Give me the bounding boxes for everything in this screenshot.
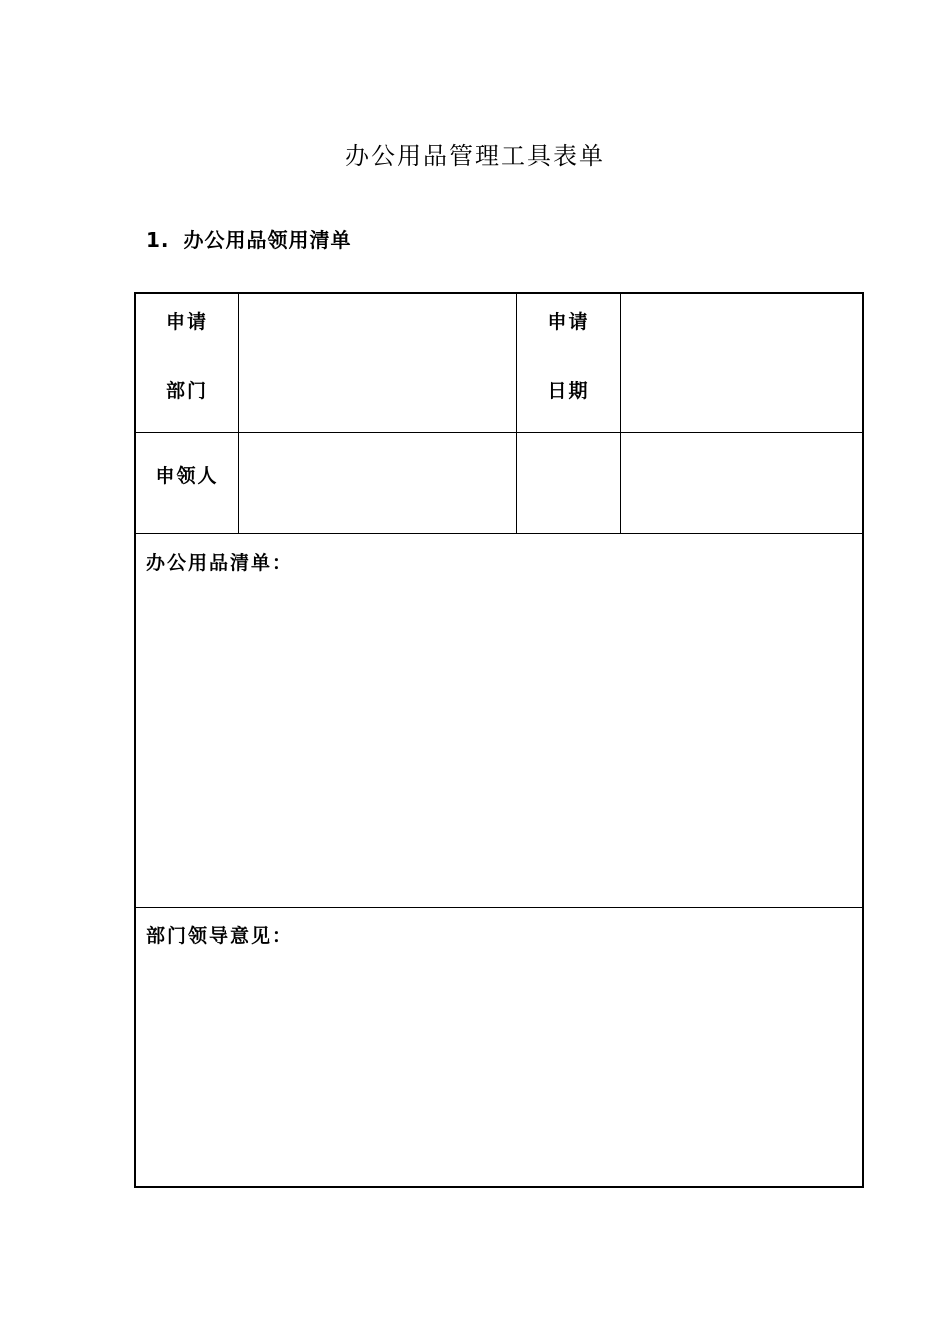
- section-title: 办公用品领用清单: [183, 228, 352, 252]
- leader-opinion-label: 部门领导意见：: [146, 925, 294, 947]
- document-title: 办公用品管理工具表单: [345, 142, 605, 170]
- apply-date-label-line1: 申请: [547, 311, 590, 333]
- apply-dept-field[interactable]: [239, 294, 516, 432]
- items-list-label: 办公用品清单：: [146, 552, 294, 574]
- leader-opinion-field[interactable]: [146, 958, 852, 1178]
- row2-empty-cell-4[interactable]: [621, 433, 862, 533]
- row2-empty-cell-3[interactable]: [517, 433, 620, 533]
- requisition-form-table: [134, 292, 864, 1188]
- row-divider-2: [136, 533, 862, 534]
- items-list-field[interactable]: [146, 584, 852, 899]
- section-heading: [146, 224, 352, 253]
- apply-dept-label-line2: 部门: [165, 380, 208, 402]
- recipient-label: 申领人: [155, 465, 219, 487]
- apply-date-field[interactable]: [621, 294, 862, 432]
- recipient-field[interactable]: [239, 433, 516, 533]
- section-number: 1.: [146, 228, 170, 252]
- apply-date-label-line2: 日期: [547, 380, 590, 402]
- apply-dept-label-line1: 申请: [165, 311, 208, 333]
- row-divider-3: [136, 907, 862, 908]
